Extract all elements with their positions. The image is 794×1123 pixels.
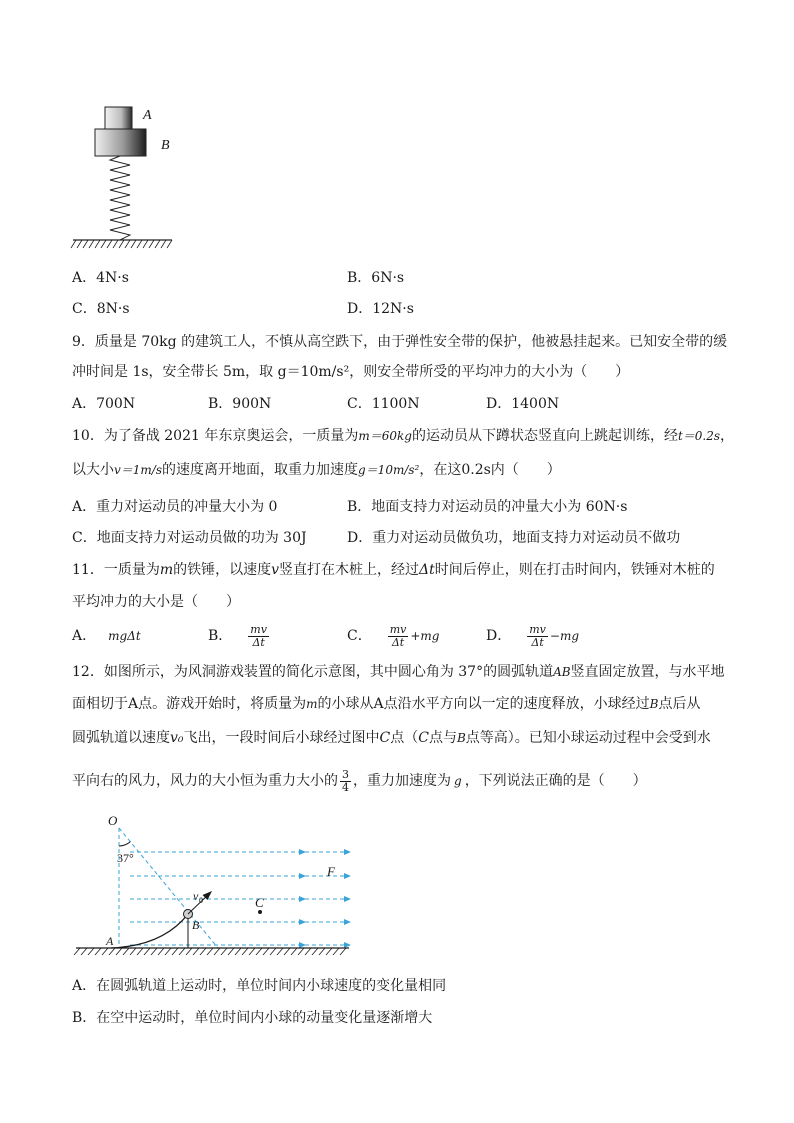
label-o: O	[108, 813, 118, 828]
q8-option-a: A．4N·s	[72, 270, 129, 286]
q11-c-label: C．	[347, 628, 372, 644]
q12-l2-b: B	[649, 697, 659, 711]
spring-blocks-figure	[68, 98, 188, 258]
q12-c2: C	[418, 730, 429, 746]
q11-option-d	[486, 620, 579, 652]
q10-time: t＝0.2s	[677, 429, 721, 443]
q12-l3-end: 点等高）。已知小球运动过程中会受到水	[465, 730, 711, 746]
q12-line1	[72, 662, 725, 682]
q11-line1	[72, 560, 715, 580]
point-c	[258, 910, 262, 914]
q11-d-tail: −mg	[549, 629, 580, 643]
q12-l1-end: 竖直固定放置，与水平地	[570, 664, 725, 680]
q11-c-den: Δt	[391, 635, 405, 649]
q11-d-fraction	[527, 624, 548, 649]
q10-l1-pre: 10．为了备战 2021 年东京奥运会，一质量为	[72, 428, 359, 444]
q12-frac-num: 3	[342, 767, 349, 781]
label-b: B	[161, 138, 170, 153]
q10-l1-mid: 的运动员从下蹲状态竖直向上跳起训练，经	[411, 428, 678, 444]
ground-hatch-2	[74, 948, 346, 955]
label-a: A	[143, 108, 152, 123]
q12-l3-mid: 飞出，一段时间后小球经过图中	[183, 730, 380, 746]
q11-b-den: Δt	[252, 635, 265, 649]
q11-b-label: B．	[208, 628, 233, 644]
block-a	[105, 107, 132, 129]
q11-c-num: mv	[389, 622, 407, 636]
q12-c: C	[379, 730, 391, 746]
q11-option-b	[208, 620, 271, 652]
q12-l4-mid: ，重力加速度为	[353, 773, 451, 789]
q9-option-c: C．1100N	[347, 396, 420, 412]
q11-c-tail: +mg	[410, 629, 440, 643]
label-v0-sub: 0	[199, 896, 203, 905]
q10-gravity: g＝10m/s²	[358, 463, 420, 477]
wind-tunnel-figure	[68, 808, 358, 958]
q11-line2: 平均冲力的大小是（ ）	[72, 594, 240, 610]
q10-velocity: v＝1m/s	[114, 463, 162, 477]
q12-l2-end2: 点后从	[658, 696, 701, 712]
q11-d-num: mv	[529, 622, 546, 636]
q12-l3-mid3: 点与	[428, 730, 457, 746]
q10-mass: m＝60kg	[358, 429, 412, 443]
q10-l2-mid: 的速度离开地面，取重力加速度	[162, 462, 358, 478]
q11-l1-mid2: 竖直打在木桩上，经过	[279, 562, 420, 578]
q12-line2	[72, 694, 700, 714]
angle-arc	[119, 842, 131, 847]
q8-option-d: D．12N·s	[347, 301, 414, 317]
q10-line1	[72, 426, 734, 446]
q12-l1-pre: 12．如图所示，为风洞游戏装置的简化示意图，其中圆心角为 37°的圆弧轨道	[72, 664, 554, 680]
q12-line3	[72, 728, 711, 748]
q11-d-label: D．	[486, 628, 512, 644]
q10-option-b: B．地面支持力对运动员的冲量大小为 60N·s	[347, 499, 628, 515]
q8-option-c: C．8N·s	[72, 301, 130, 317]
q11-a-label: A．	[72, 628, 97, 644]
q8-option-b: B．6N·s	[347, 270, 405, 286]
arc-track	[111, 914, 188, 948]
q12-option-b: B．在空中运动时，单位时间内小球的动量变化量逐渐增大	[72, 1010, 433, 1026]
q9-option-d: D．1400N	[486, 396, 560, 412]
q12-line4	[72, 764, 647, 798]
label-c: C	[255, 895, 264, 910]
q12-g: g	[454, 774, 462, 788]
q11-b-num: mv	[250, 622, 267, 636]
label-f: F	[327, 864, 335, 879]
q11-d-den: Δt	[531, 635, 544, 649]
q12-mass: m	[306, 697, 318, 711]
q12-l2-a: A	[128, 696, 139, 712]
q11-l1-pre: 11．一质量为	[72, 562, 160, 578]
q12-frac-den: 4	[342, 780, 349, 794]
q11-c-fraction	[388, 624, 409, 649]
label-v0: v	[193, 889, 199, 903]
q11-l1-mid: 的铁锤，以速度	[173, 562, 272, 578]
q9-line1: 9．质量是 70kg 的建筑工人，不慎从高空跌下，由于弹性安全带的保护，他被悬挂起来。已知安全带的缓	[72, 334, 728, 350]
q9-line2: 冲时间是 1s，安全带长 5m，取 g＝10m/s²，则安全带所受的平均冲力的大小为（ ）	[72, 364, 630, 380]
slanted-radius	[119, 828, 218, 948]
q10-option-c: C．地面支持力对运动员做的功为 30J	[72, 530, 307, 546]
q10-option-d: D．重力对运动员做负功，地面支持力对运动员不做功	[347, 530, 681, 546]
label-angle: 37°	[117, 851, 134, 865]
q11-option-c	[347, 620, 440, 652]
q12-b: B	[456, 731, 466, 745]
ground-hatch	[71, 240, 172, 248]
q12-l4-pre: 平向右的风力，风力的大小恒为重力大小的	[72, 773, 338, 789]
q11-b-fraction	[248, 624, 269, 649]
q12-l4-end: ，下列说法正确的是（ ）	[464, 773, 647, 789]
label-a2: A	[106, 934, 114, 948]
block-b	[95, 129, 146, 156]
q12-l2-end: 的小球从A点沿水平方向以一定的速度释放，小球经过	[317, 696, 650, 712]
q11-velocity: v	[271, 562, 280, 578]
q12-option-a: A．在圆弧轨道上运动时，单位时间内小球速度的变化量相同	[72, 978, 447, 994]
q10-line2	[72, 460, 561, 480]
q12-v0: v₀	[170, 730, 184, 746]
q9-option-b: B．900N	[208, 396, 272, 412]
spring	[110, 156, 130, 240]
wind-lines	[130, 852, 350, 945]
q11-l1-end: 时间后停止，则在打击时间内，铁锤对木桩的	[434, 562, 715, 578]
q12-l3-pre: 圆弧轨道以速度	[72, 730, 170, 746]
q11-mass: m	[159, 562, 174, 578]
q12-l3-mid2: 点（	[390, 730, 419, 746]
q10-l1-end: ，	[720, 428, 735, 444]
q12-l2-pre: 面相切于	[72, 696, 128, 712]
q11-a-expr: mgΔt	[108, 629, 141, 643]
q12-fraction	[340, 769, 351, 794]
q12-ab: AB	[553, 665, 571, 679]
q12-l2-mid: 点。游戏开始时，将质量为	[138, 696, 307, 712]
q10-l2-end: ，在这0.2s内（ ）	[419, 462, 561, 478]
q11-option-a	[72, 626, 141, 646]
q10-option-a: A．重力对运动员的冲量大小为 0	[72, 499, 278, 515]
q10-l2-pre: 以大小	[72, 462, 114, 478]
q9-option-a: A．700N	[72, 396, 136, 412]
label-b2: B	[192, 918, 200, 932]
q11-delta-t: Δt	[419, 562, 435, 578]
